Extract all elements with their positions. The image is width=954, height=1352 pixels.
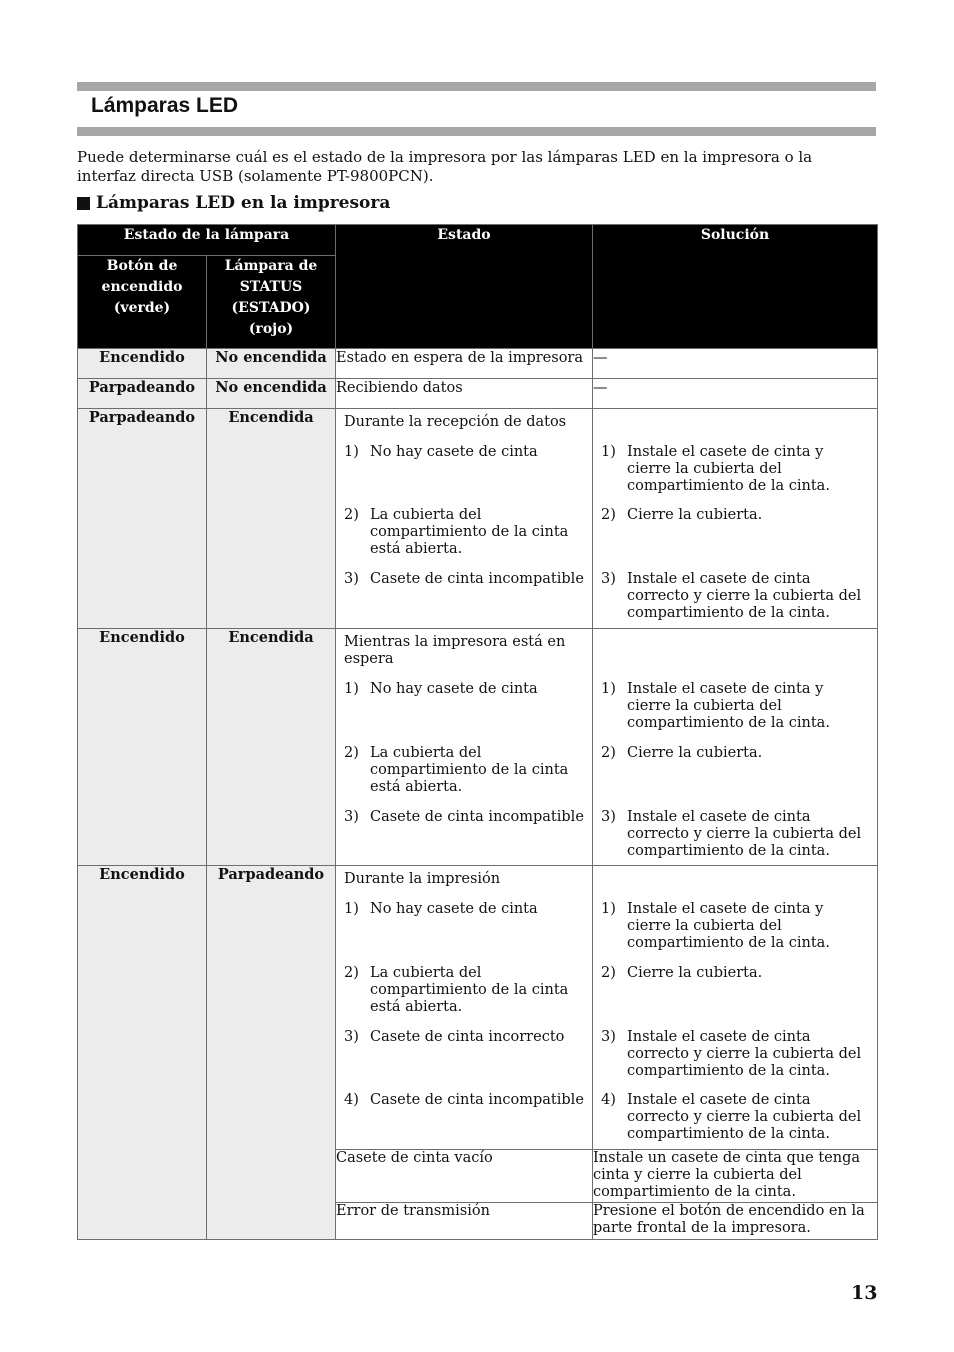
solution-cell: — <box>593 379 878 409</box>
header-status-lamp: Lámpara de STATUS (ESTADO) (rojo) <box>207 256 336 349</box>
list-item: 2) La cubierta del compartimiento de la cinta está abierta. <box>344 507 569 557</box>
page-number: 13 <box>851 1282 878 1304</box>
table-row <box>78 379 878 409</box>
header-lamp-group: Estado de la lámpara <box>78 225 336 256</box>
intro-paragraph: Puede determinarse cuál es el estado de la impresora por las lámparas LED en la impresora o la interfaz directa USB (solamente PT-9800PCN). <box>77 148 813 185</box>
list-item: 3) Instale el casete de cinta correcto y cierre la cubierta del compartimiento de la cinta. <box>601 571 862 621</box>
header-power-button: Botón de encendido (verde) <box>78 256 207 349</box>
status-cell: No encendida <box>207 349 336 379</box>
solution-cell: Presione el botón de encendido en la parte frontal de la impresora. <box>593 1203 878 1240</box>
status-cell: No encendida <box>207 379 336 409</box>
table-row <box>78 409 878 629</box>
state-cell: Recibiendo datos <box>336 379 593 409</box>
header-rule-bottom <box>77 127 876 136</box>
list-item: 4) Instale el casete de cinta correcto y cierre la cubierta del compartimiento de la cinta. <box>601 1092 862 1142</box>
list-item: 1) No hay casete de cinta <box>344 444 538 460</box>
state-cell: Error de transmisión <box>336 1203 593 1240</box>
state-cell <box>336 866 593 1150</box>
list-item: 1) No hay casete de cinta <box>344 681 538 697</box>
power-cell: Parpadeando <box>78 409 207 629</box>
state-intro: Mientras la impresora está en espera <box>344 634 566 667</box>
state-cell: Casete de cinta vacío <box>336 1150 593 1203</box>
solution-cell: — <box>593 349 878 379</box>
list-item: 1) Instale el casete de cinta y cierre la cubierta del compartimiento de la cinta. <box>601 681 830 731</box>
section-heading <box>77 193 390 213</box>
solution-cell: Instale un casete de cinta que tenga cinta y cierre la cubierta del compartimiento de la cinta. <box>593 1150 878 1203</box>
state-cell <box>336 629 593 866</box>
solution-cell <box>593 629 878 866</box>
state-intro: Durante la impresión <box>344 871 501 887</box>
list-item: 2) Cierre la cubierta. <box>601 965 763 981</box>
header-state: Estado <box>336 225 593 349</box>
state-intro: Durante la recepción de datos <box>344 414 567 430</box>
header-solution: Solución <box>593 225 878 349</box>
list-item: 2) La cubierta del compartimiento de la cinta está abierta. <box>344 745 569 795</box>
table-row <box>78 629 878 866</box>
table-row <box>78 866 878 1150</box>
led-status-table <box>77 224 878 1240</box>
state-cell: Estado en espera de la impresora <box>336 349 593 379</box>
list-item: 2) Cierre la cubierta. <box>601 507 763 523</box>
page-title: Lámparas LED <box>91 94 239 117</box>
power-cell: Encendido <box>78 866 207 1240</box>
solution-cell <box>593 866 878 1150</box>
list-item: 1) Instale el casete de cinta y cierre la cubierta del compartimiento de la cinta. <box>601 901 830 951</box>
list-item: 1) Instale el casete de cinta y cierre la cubierta del compartimiento de la cinta. <box>601 444 830 494</box>
table-row <box>78 349 878 379</box>
status-cell: Parpadeando <box>207 866 336 1240</box>
status-cell: Encendida <box>207 629 336 866</box>
power-cell: Parpadeando <box>78 379 207 409</box>
status-cell: Encendida <box>207 409 336 629</box>
list-item: 3) Casete de cinta incorrecto <box>344 1029 565 1045</box>
square-bullet-icon <box>77 197 90 210</box>
list-item: 4) Casete de cinta incompatible <box>344 1092 584 1108</box>
list-item: 3) Casete de cinta incompatible <box>344 571 584 587</box>
list-item: 3) Casete de cinta incompatible <box>344 809 584 825</box>
power-cell: Encendido <box>78 349 207 379</box>
power-cell: Encendido <box>78 629 207 866</box>
list-item: 2) Cierre la cubierta. <box>601 745 763 761</box>
list-item: 2) La cubierta del compartimiento de la cinta está abierta. <box>344 965 569 1015</box>
header-rule-top <box>77 82 876 91</box>
section-heading-text: Lámparas LED en la impresora <box>96 193 391 213</box>
list-item: 3) Instale el casete de cinta correcto y cierre la cubierta del compartimiento de la cinta. <box>601 809 862 859</box>
solution-cell <box>593 409 878 629</box>
state-cell <box>336 409 593 629</box>
list-item: 1) No hay casete de cinta <box>344 901 538 917</box>
list-item: 3) Instale el casete de cinta correcto y cierre la cubierta del compartimiento de la cinta. <box>601 1029 862 1079</box>
